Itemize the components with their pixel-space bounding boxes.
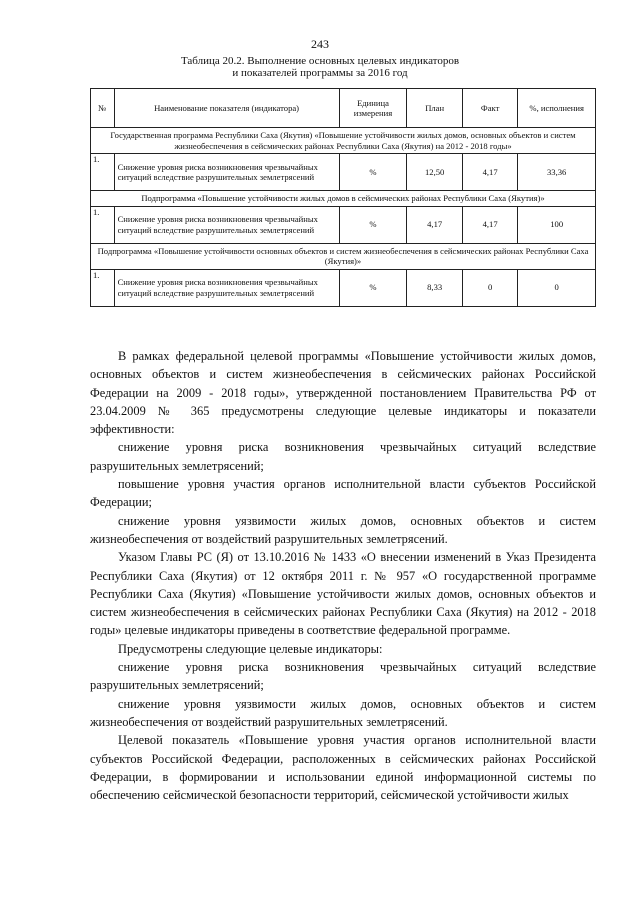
row-plan: 12,50 <box>407 154 463 191</box>
table-header-row <box>91 89 596 128</box>
row-unit: % <box>339 154 407 191</box>
group-title: Подпрограмма «Повышение устойчивости основных объектов и систем жизнеобеспечения в сейсмических районах Республики Саха (Якутия)» <box>91 243 596 269</box>
group-row <box>91 191 596 207</box>
row-percent: 0 <box>518 269 596 306</box>
group-row <box>91 243 596 269</box>
row-name: Снижение уровня риска возникновения чрезвычайных ситуаций вследствие разрушительных землетрясений <box>114 154 339 191</box>
table-title-line-2: и показателей программы за 2016 год <box>232 67 408 79</box>
paragraph: Целевой показатель «Повышение уровня участия органов исполнительной власти субъектов Российской Федерации, расположенных в сейсмических районах Российской Федерации, в формировании и использовании единой информационной системы по обеспечению сейсмической безопасности территорий, сейсмической устойчивости жилых <box>90 733 596 803</box>
paragraph: снижение уровня риска возникновения чрезвычайных ситуаций вследствие разрушительных землетрясений; <box>90 440 596 473</box>
paragraph: снижение уровня риска возникновения чрезвычайных ситуаций вследствие разрушительных землетрясений; <box>90 660 596 693</box>
paragraph: В рамках федеральной целевой программы «Повышение устойчивости жилых домов, основных объектов и систем жизнеобеспечения в сейсмических районах Российской Федерации на 2009 - 2018 годы», утвержденной постановлением Правительства РФ от 23.04.2009 № 365 предусмотрены следующие целевые индикаторы и показатели эффективности: <box>90 349 596 437</box>
row-num: 1. <box>91 206 115 243</box>
header-percent: %, исполнения <box>518 89 596 128</box>
header-fact: Факт <box>462 89 517 128</box>
group-row <box>91 128 596 154</box>
row-fact: 0 <box>462 269 517 306</box>
group-title: Подпрограмма «Повышение устойчивости жилых домов в сейсмических районах Республики Саха (Якутия)» <box>91 191 596 207</box>
paragraph: снижение уровня уязвимости жилых домов, основных объектов и систем жизнеобеспечения от воздействий разрушительных землетрясений. <box>90 696 596 729</box>
table-title-line-1: Таблица 20.2. Выполнение основных целевых индикаторов <box>180 55 460 67</box>
header-plan: План <box>407 89 463 128</box>
body-text <box>90 347 596 804</box>
table-title <box>0 55 640 79</box>
table-row <box>91 206 596 243</box>
group-title: Государственная программа Республики Саха (Якутия) «Повышение устойчивости жилых домов, основных объектов и систем жизнеобеспечения в сейсмических районах Республики Саха (Якутия) на 2012 - 2018 годы» <box>91 128 596 154</box>
row-plan: 4,17 <box>407 206 463 243</box>
row-fact: 4,17 <box>462 154 517 191</box>
row-percent: 33,36 <box>518 154 596 191</box>
row-unit: % <box>339 206 407 243</box>
row-name: Снижение уровня риска возникновения чрезвычайных ситуаций вследствие разрушительных землетрясений <box>114 269 339 306</box>
indicators-table <box>90 88 596 307</box>
table-row <box>91 269 596 306</box>
header-unit: Единица измерения <box>339 89 407 128</box>
row-num: 1. <box>91 269 115 306</box>
row-num: 1. <box>91 154 115 191</box>
row-fact: 4,17 <box>462 206 517 243</box>
paragraph: Предусмотрены следующие целевые индикаторы: <box>118 641 383 656</box>
paragraph: Указом Главы РС (Я) от 13.10.2016 № 1433 «О внесении изменений в Указ Президента Республики Саха (Якутия) от 12 октября 2011 г. № 957 «О государственной программе Республики Саха (Якутия) «Повышение устойчивости жилых домов, основных объектов и систем жизнеобеспечения в сейсмических районах Республики Саха (Якутия) на 2012 - 2018 годы» целевые индикаторы приведены в соответствие федеральной программе. <box>90 550 596 638</box>
row-name: Снижение уровня риска возникновения чрезвычайных ситуаций вследствие разрушительных землетрясений <box>114 206 339 243</box>
header-num: № <box>91 89 115 128</box>
row-unit: % <box>339 269 407 306</box>
paragraph: повышение уровня участия органов исполнительной власти субъектов Российской Федерации; <box>90 477 596 510</box>
paragraph: снижение уровня уязвимости жилых домов, основных объектов и систем жизнеобеспечения от воздействий разрушительных землетрясений. <box>90 513 596 546</box>
row-percent: 100 <box>518 206 596 243</box>
header-name: Наименование показателя (индикатора) <box>114 89 339 128</box>
table-row <box>91 154 596 191</box>
page-number: 243 <box>311 37 329 51</box>
row-plan: 8,33 <box>407 269 463 306</box>
